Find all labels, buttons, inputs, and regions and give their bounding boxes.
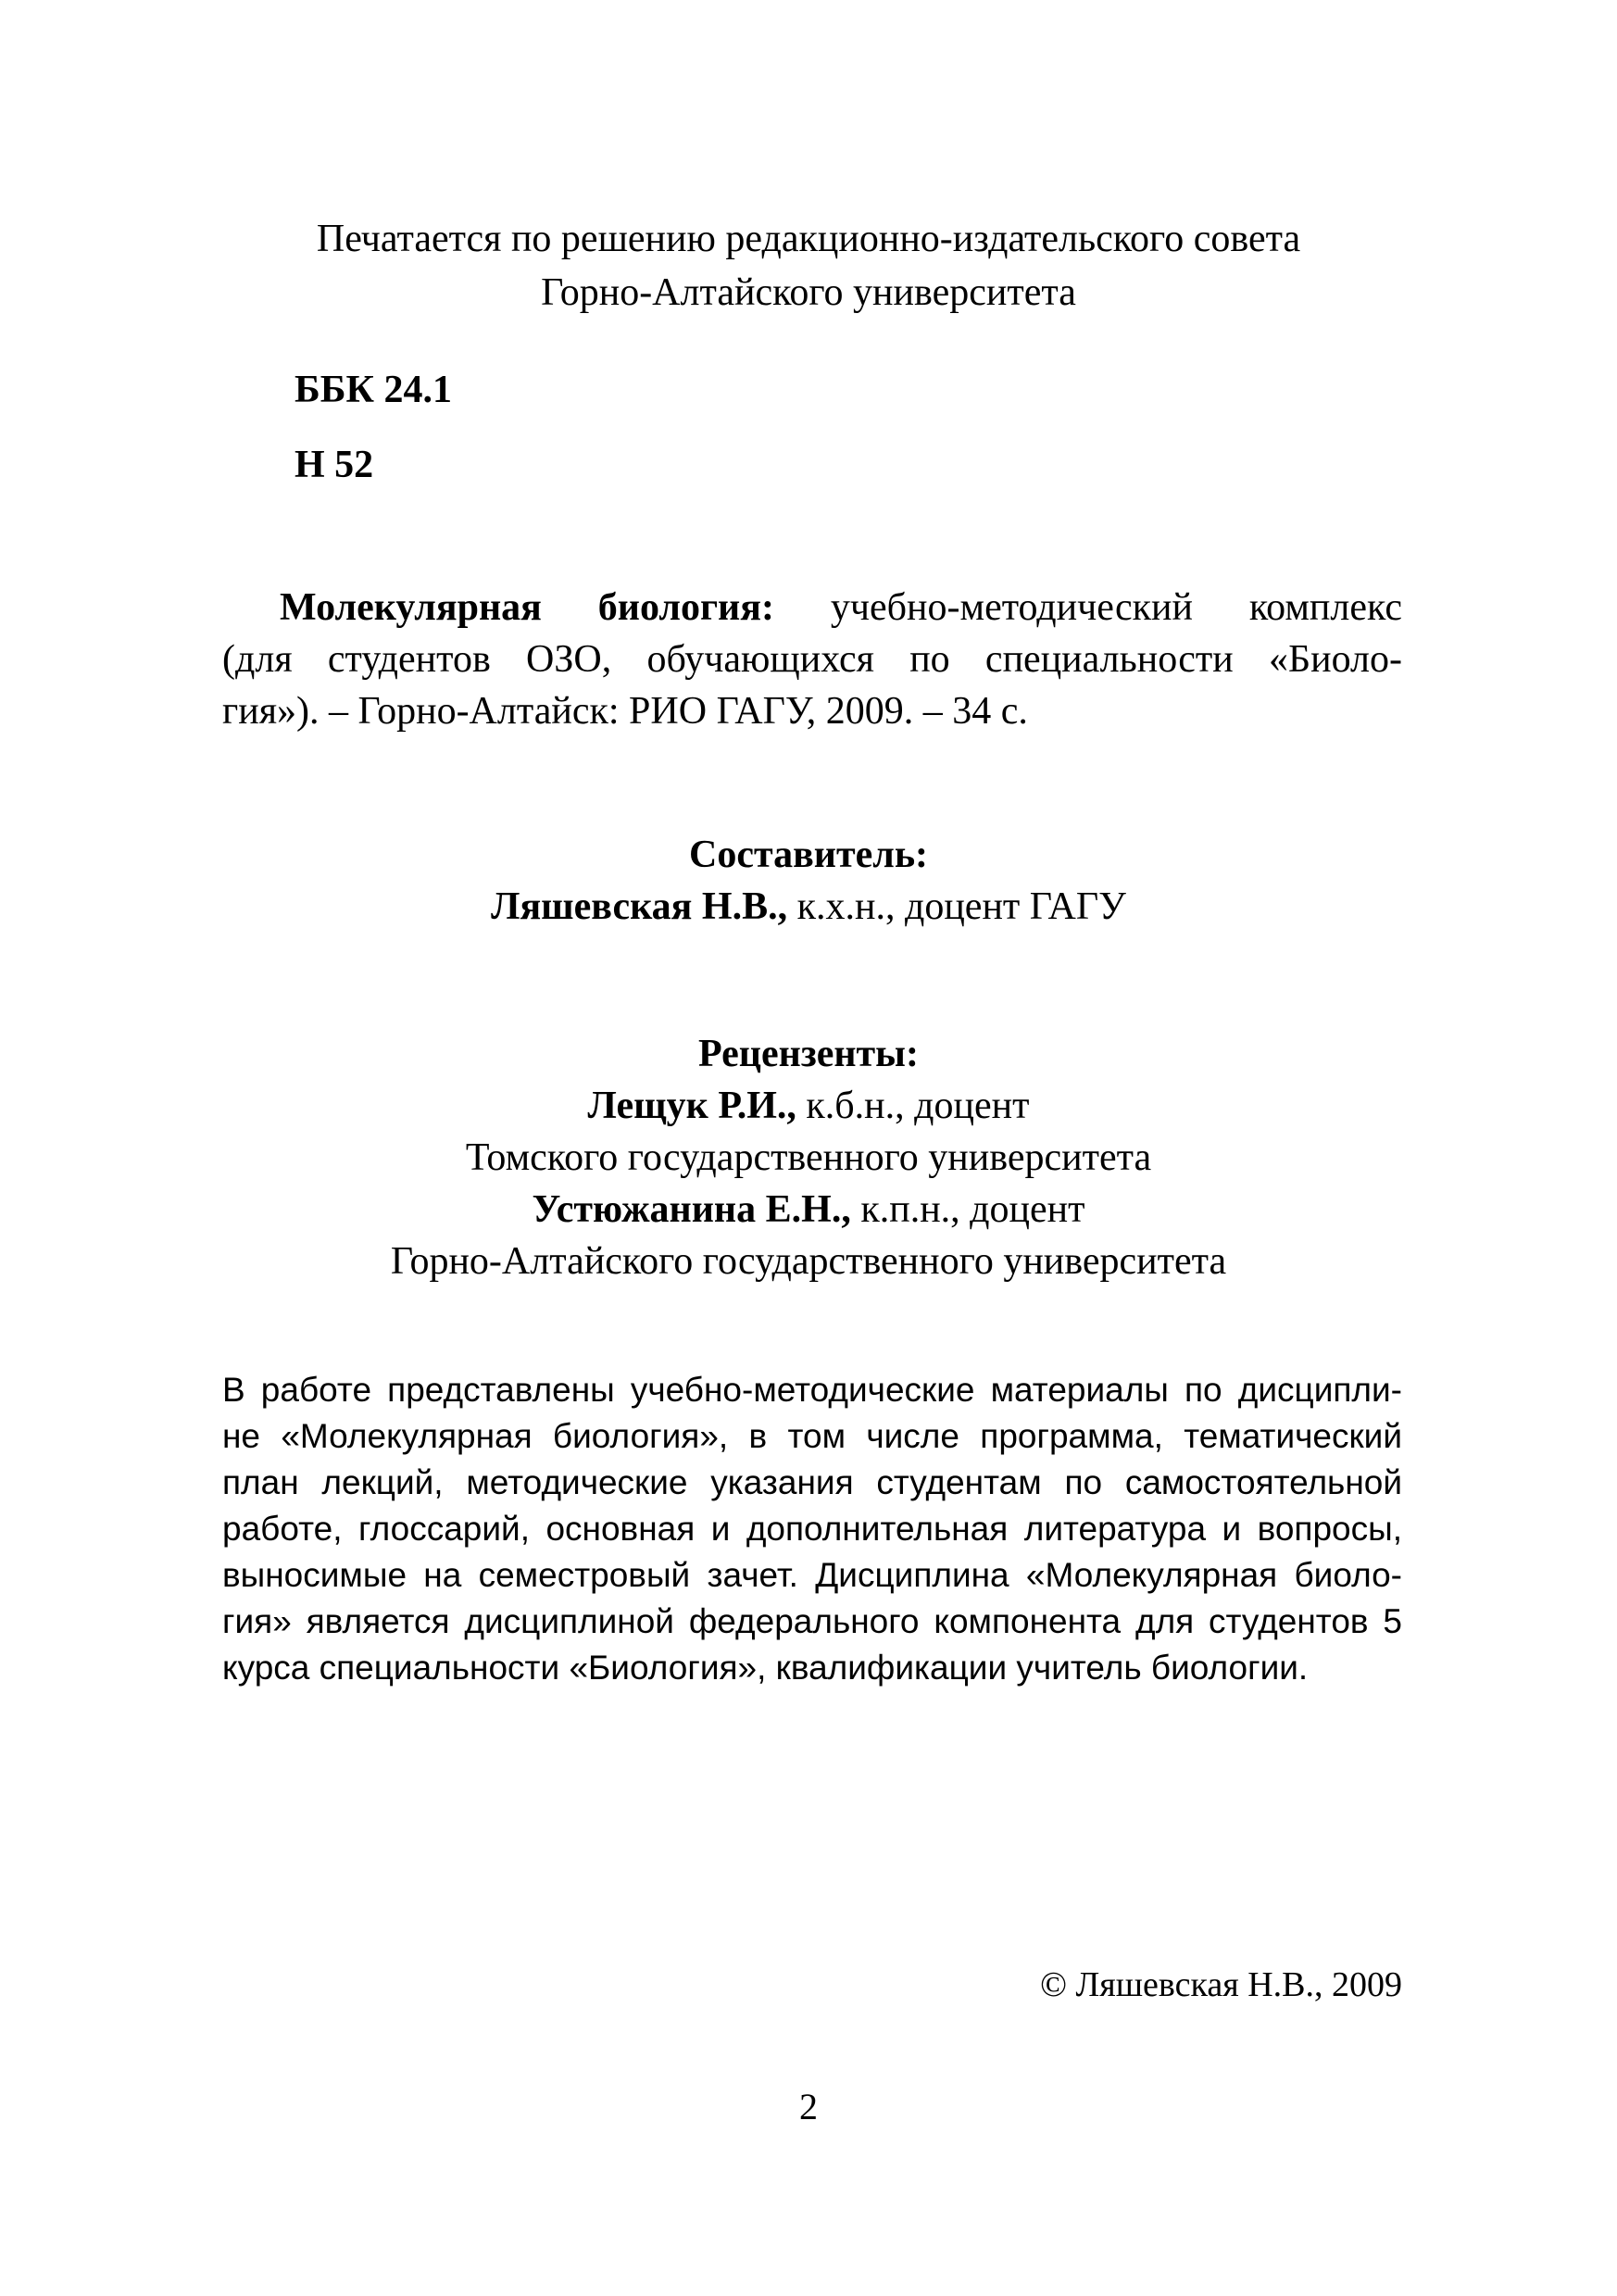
bibliographic-line-3: гия»). – Горно-Алтайск: РИО ГАГУ, 2009. – 34 с. <box>222 690 1028 733</box>
reviewer-2-name: Устюжанина Е.Н., <box>532 1188 851 1231</box>
compiler-credentials: к.х.н., доцент ГАГУ <box>796 885 1126 928</box>
annotation-line-7: курса специальности «Биология», квалификации учитель биологии. <box>222 1649 1309 1687</box>
compiler-name: Ляшевская Н.В., <box>491 885 788 928</box>
annotation-line-2: не «Молекулярная биология», в том числе программа, тематический <box>222 1417 1402 1455</box>
reviewer-1-affiliation: Томского государственного университета <box>465 1136 1152 1179</box>
imprint-line-2: Горно-Алтайского университета <box>541 271 1076 314</box>
annotation-line-1: В работе представлены учебно-методические материалы по дисципли- <box>222 1371 1402 1409</box>
bibliographic-line-1 <box>222 583 1402 632</box>
bibliographic-line-2: (для студентов ОЗО, обучающихся по специальности «Биоло- <box>222 638 1402 681</box>
reviewers-heading: Рецензенты: <box>698 1033 919 1075</box>
compiler-line <box>0 883 1617 931</box>
reviewer-2-line <box>0 1186 1617 1234</box>
annotation-line-3: план лекций, методические указания студентам по самостоятельной <box>222 1463 1402 1501</box>
annotation-line-6: гия» является дисциплиной федерального компонента для студентов 5 <box>222 1602 1402 1640</box>
reviewer-2-affiliation: Горно-Алтайского государственного университета <box>390 1240 1227 1283</box>
book-title: Молекулярная биология: <box>280 586 774 629</box>
annotation-line-5: выносимые на семестровый зачет. Дисциплина «Молекулярная биоло- <box>222 1556 1402 1594</box>
reviewer-2-credentials: к.п.н., доцент <box>860 1188 1085 1231</box>
imprint-line-1: Печатается по решению редакционно-издательского совета <box>316 218 1301 260</box>
book-subtitle: учебно-методический комплекс <box>830 586 1402 629</box>
compiler-heading: Составитель: <box>688 834 929 876</box>
annotation-line-4: работе, глоссарий, основная и дополнительная литература и вопросы, <box>222 1510 1402 1548</box>
reviewer-1-name: Лещук Р.И., <box>587 1085 796 1127</box>
copyright-notice: © Ляшевская Н.В., 2009 <box>1040 1965 1402 2004</box>
reviewer-1-credentials: к.б.н., доцент <box>806 1085 1030 1127</box>
bbk-code: ББК 24.1 <box>295 369 452 411</box>
reviewer-1-line <box>0 1082 1617 1130</box>
page-number: 2 <box>799 2086 818 2127</box>
author-mark: Н 52 <box>295 444 374 486</box>
